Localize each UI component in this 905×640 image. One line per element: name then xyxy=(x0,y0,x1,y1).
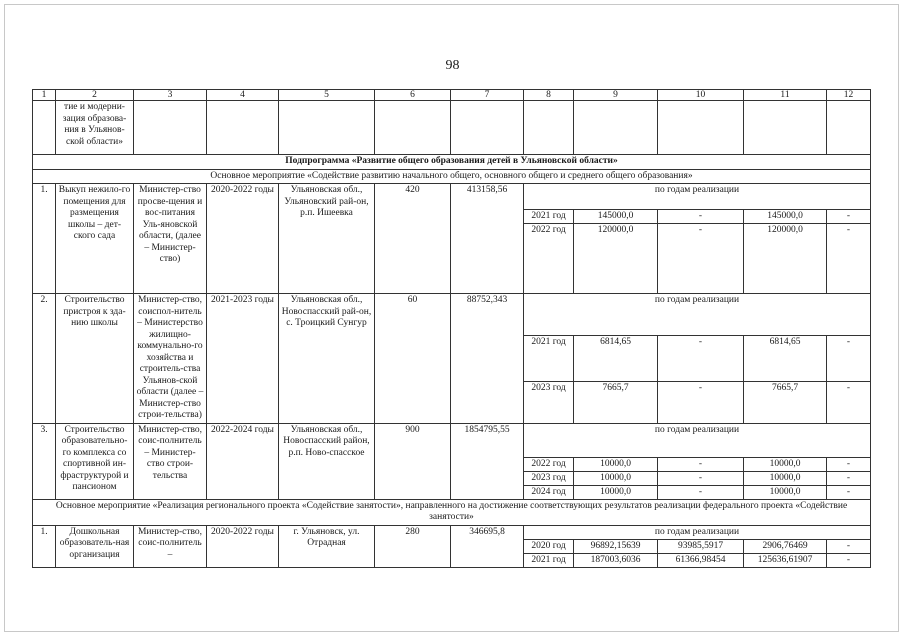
value-col9: 10000,0 xyxy=(574,485,658,499)
value-col12: - xyxy=(827,224,871,294)
value-col12: - xyxy=(827,381,871,423)
table-row xyxy=(33,423,871,457)
project-capacity: 60 xyxy=(375,294,451,424)
project-capacity: 280 xyxy=(375,525,451,567)
col-num-2: 2 xyxy=(56,90,134,101)
value-col11: 10000,0 xyxy=(744,485,827,499)
col-num-6: 6 xyxy=(375,90,451,101)
value-col9: 145000,0 xyxy=(574,210,658,224)
project-num: 3. xyxy=(33,423,56,499)
value-col12: - xyxy=(827,210,871,224)
value-col11: 10000,0 xyxy=(744,457,827,471)
project-total: 346695,8 xyxy=(451,525,524,567)
year: 2023 год xyxy=(524,471,574,485)
project-period: 2022-2024 годы xyxy=(207,423,279,499)
value-col10: - xyxy=(658,471,744,485)
measure-2-title: Основное мероприятие «Реализация регионального проекта «Содействие занятости», направленного на достижение соответствующих результатов реализации федерального проекта «Содействие занятости» xyxy=(33,499,871,525)
project-location: Ульяновская обл., Новоспасский район, р.п. Ново-спасское xyxy=(279,423,375,499)
project-location: Ульяновская обл., Новоспасский рай-он, с. Троицкий Сунгур xyxy=(279,294,375,424)
value-col11: 7665,7 xyxy=(744,381,827,423)
table-row xyxy=(33,525,871,539)
value-col9: 10000,0 xyxy=(574,471,658,485)
table-row-continued xyxy=(33,101,871,155)
col-num-1: 1 xyxy=(33,90,56,101)
value-col9: 6814,65 xyxy=(574,335,658,381)
value-col10: - xyxy=(658,224,744,294)
value-col10: - xyxy=(658,335,744,381)
value-col10: - xyxy=(658,485,744,499)
value-col9: 96892,15639 xyxy=(574,539,658,553)
program-table xyxy=(32,89,871,568)
section-title: Подпрограмма «Развитие общего образования детей в Ульяновской области» xyxy=(33,155,871,170)
by-years-label: по годам реализации xyxy=(524,525,871,539)
value-col11: 120000,0 xyxy=(744,224,827,294)
value-col12: - xyxy=(827,485,871,499)
project-period: 2021-2023 годы xyxy=(207,294,279,424)
project-executor: Министер-ство, соиспол-нитель – Министерство жилищно-коммунально-го хозяйства и строитель-ства Ульянов-ской области (далее – Министер-ство строи-тельства) xyxy=(134,294,207,424)
project-executor: Министер-ство, соис-полнитель – xyxy=(134,525,207,567)
project-executor: Министер-ство, соис-полнитель – Министер-ство строи-тельства xyxy=(134,423,207,499)
measure-row xyxy=(33,499,871,525)
project-period: 2020-2022 годы xyxy=(207,525,279,567)
project-total: 88752,343 xyxy=(451,294,524,424)
col-num-3: 3 xyxy=(134,90,207,101)
value-col10: - xyxy=(658,210,744,224)
measure-row xyxy=(33,169,871,184)
by-years-label: по годам реализации xyxy=(524,294,871,336)
project-capacity: 900 xyxy=(375,423,451,499)
column-number-row xyxy=(33,90,871,101)
year: 2021 год xyxy=(524,553,574,567)
value-col9: 187003,6036 xyxy=(574,553,658,567)
col-num-5: 5 xyxy=(279,90,375,101)
year: 2024 год xyxy=(524,485,574,499)
project-name: Выкуп нежило-го помещения для размещения школы – дет-ского сада xyxy=(56,184,134,294)
value-col10: 61366,98454 xyxy=(658,553,744,567)
project-name: Строительство пристроя к зда-нию школы xyxy=(56,294,134,424)
year: 2020 год xyxy=(524,539,574,553)
value-col11: 6814,65 xyxy=(744,335,827,381)
value-col12: - xyxy=(827,553,871,567)
project-total: 1854795,55 xyxy=(451,423,524,499)
table-row xyxy=(33,294,871,336)
project-period: 2020-2022 годы xyxy=(207,184,279,294)
value-col12: - xyxy=(827,539,871,553)
project-location: г. Ульяновск, ул. Отрадная xyxy=(279,525,375,567)
value-col12: - xyxy=(827,457,871,471)
year: 2021 год xyxy=(524,335,574,381)
project-executor: Министер-ство просве-щения и вос-питания Уль-яновской области, (далее – Министер-ство) xyxy=(134,184,207,294)
year: 2023 год xyxy=(524,381,574,423)
col-num-8: 8 xyxy=(524,90,574,101)
project-name: Дошкольная образователь-ная организация xyxy=(56,525,134,567)
col-num-10: 10 xyxy=(658,90,744,101)
by-years-label: по годам реализации xyxy=(524,423,871,457)
value-col11: 10000,0 xyxy=(744,471,827,485)
continued-name: тие и модерни-зация образова-ния в Ульянов-ской области» xyxy=(56,101,134,155)
section-row xyxy=(33,155,871,170)
page-number: 98 xyxy=(445,58,460,73)
col-num-9: 9 xyxy=(574,90,658,101)
value-col12: - xyxy=(827,471,871,485)
project-num: 1. xyxy=(33,184,56,294)
col-num-11: 11 xyxy=(744,90,827,101)
value-col9: 10000,0 xyxy=(574,457,658,471)
value-col12: - xyxy=(827,335,871,381)
year: 2021 год xyxy=(524,210,574,224)
project-name: Строительство образовательно-го комплекса со спортивной ин-фраструктурой и пансионом xyxy=(56,423,134,499)
col-num-4: 4 xyxy=(207,90,279,101)
by-years-label: по годам реализации xyxy=(524,184,871,210)
col-num-12: 12 xyxy=(827,90,871,101)
value-col10: - xyxy=(658,457,744,471)
year: 2022 год xyxy=(524,224,574,294)
value-col11: 125636,61907 xyxy=(744,553,827,567)
project-num: 1. xyxy=(33,525,56,567)
col-num-7: 7 xyxy=(451,90,524,101)
project-num: 2. xyxy=(33,294,56,424)
value-col9: 120000,0 xyxy=(574,224,658,294)
table-row xyxy=(33,184,871,210)
measure-1-title: Основное мероприятие «Содействие развитию начального общего, основного общего и среднего общего образования» xyxy=(33,169,871,184)
value-col11: 145000,0 xyxy=(744,210,827,224)
value-col10: 93985,5917 xyxy=(658,539,744,553)
value-col10: - xyxy=(658,381,744,423)
value-col11: 2906,76469 xyxy=(744,539,827,553)
project-location: Ульяновская обл., Ульяновский рай-он, р.п. Ишеевка xyxy=(279,184,375,294)
year: 2022 год xyxy=(524,457,574,471)
project-capacity: 420 xyxy=(375,184,451,294)
project-total: 413158,56 xyxy=(451,184,524,294)
value-col9: 7665,7 xyxy=(574,381,658,423)
